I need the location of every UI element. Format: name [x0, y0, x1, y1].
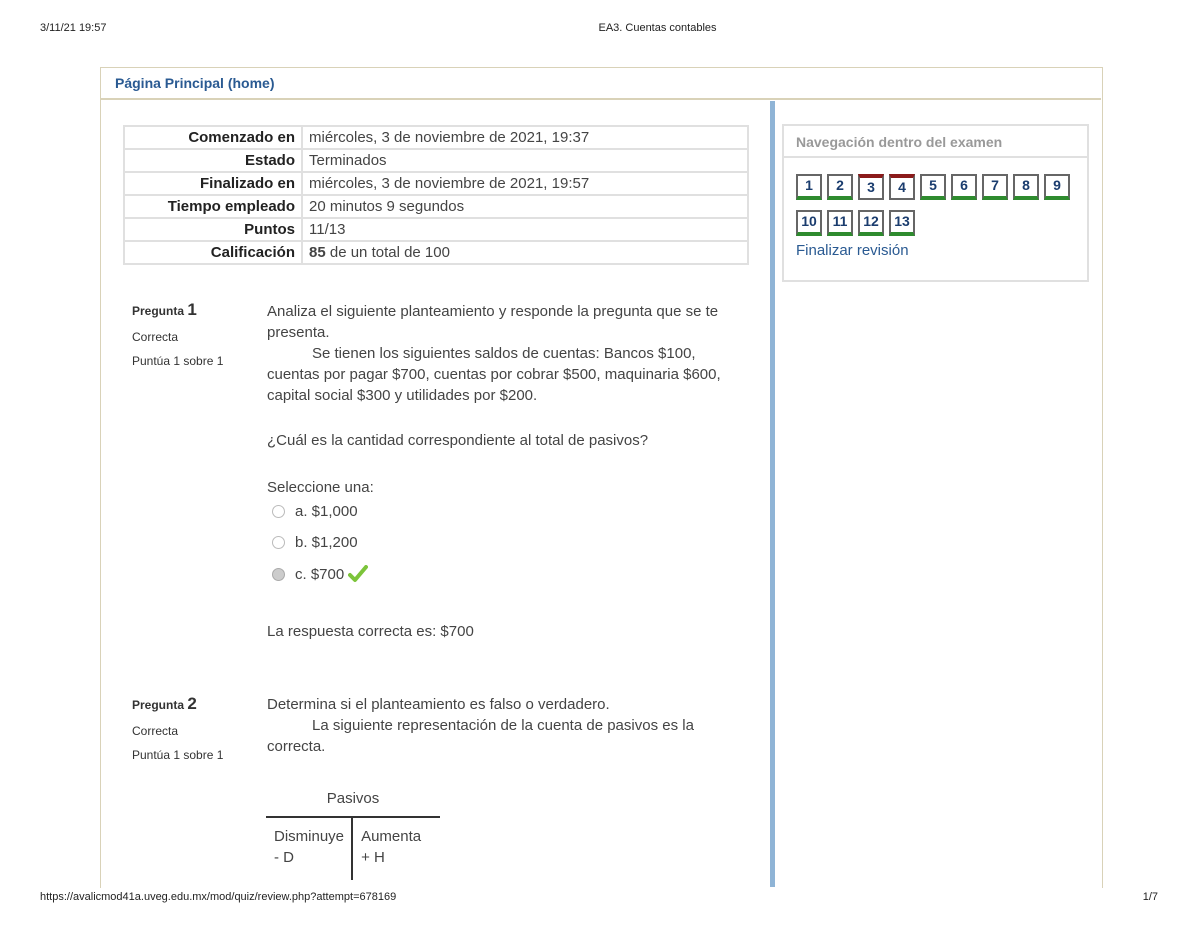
question-info [132, 694, 223, 772]
question-nav-button-8[interactable]: 8 [1013, 174, 1039, 200]
summary-value: 11/13 [302, 218, 748, 241]
grade-rest: de un total de 100 [329, 244, 450, 261]
question-nav-button-5[interactable]: 5 [920, 174, 946, 200]
question-info [132, 300, 223, 378]
summary-row [124, 218, 748, 241]
summary-value: miércoles, 3 de noviembre de 2021, 19:57 [302, 172, 748, 195]
grade-score: 85 [309, 244, 326, 261]
question-text [267, 301, 737, 406]
question-body-text: Se tienen los siguientes saldos de cuentas: Bancos $100, cuentas por pagar $700, cuentas por cobrar $500, maquinaria $600, capital social $300 y utilidades por $200. [267, 345, 721, 404]
question-label: Pregunta [132, 698, 185, 712]
summary-label: Comenzado en [124, 126, 302, 149]
question-text [267, 694, 737, 757]
quiz-navigation-block [782, 124, 1089, 282]
question-nav-button-7[interactable]: 7 [982, 174, 1008, 200]
question-nav-button-11[interactable]: 11 [827, 210, 853, 236]
summary-value: Terminados [302, 149, 748, 172]
answer-option-label: b. $1,200 [295, 534, 358, 551]
print-page-number: 1/7 [1142, 891, 1158, 903]
finish-review-link[interactable]: Finalizar revisión [796, 242, 909, 259]
summary-row [124, 149, 748, 172]
answer-option-label: c. $700 [295, 565, 345, 583]
grade-value [302, 241, 748, 264]
summary-label: Estado [124, 149, 302, 172]
home-link[interactable]: Página Principal (home) [115, 75, 275, 91]
quiz-navigation-title: Navegación dentro del examen [784, 126, 1087, 158]
attempt-summary-table [123, 125, 749, 265]
radio-button[interactable] [272, 505, 285, 518]
question-intro: Analiza el siguiente planteamiento y responde la pregunta que se te presenta. [267, 303, 719, 341]
t-account-left-label: Disminuye [274, 828, 345, 845]
question-body-text: La siguiente representación de la cuenta de pasivos es la correcta. [267, 717, 694, 755]
summary-value: 20 minutos 9 segundos [302, 195, 748, 218]
question-body [267, 715, 737, 757]
answer-feedback: La respuesta correcta es: $700 [267, 623, 474, 640]
question-nav-button-9[interactable]: 9 [1044, 174, 1070, 200]
question-nav-button-3[interactable]: 3 [858, 174, 884, 200]
summary-label: Calificación [124, 241, 302, 264]
question-nav-button-12[interactable]: 12 [858, 210, 884, 236]
question-intro: Determina si el planteamiento es falso o verdadero. [267, 696, 610, 713]
question-body [267, 343, 737, 406]
t-account-left-sign: - D [274, 849, 294, 866]
question-number-value: 2 [187, 694, 197, 713]
answer-option-label: a. $1,000 [295, 503, 358, 520]
summary-label: Puntos [124, 218, 302, 241]
question-prompt: ¿Cuál es la cantidad correspondiente al total de pasivos? [267, 432, 649, 449]
question-nav-button-4[interactable]: 4 [889, 174, 915, 200]
question-nav-button-10[interactable]: 10 [796, 210, 822, 236]
question-number [132, 300, 223, 320]
summary-row [124, 126, 748, 149]
navbar [101, 67, 1101, 100]
question-number [132, 694, 223, 714]
question-points: Puntúa 1 sobre 1 [132, 354, 224, 368]
radio-button[interactable] [272, 536, 285, 549]
question-nav-button-1[interactable]: 1 [796, 174, 822, 200]
answer-option[interactable] [272, 503, 358, 520]
print-url: https://avalicmod41a.uveg.edu.mx/mod/quiz/review.php?attempt=678169 [40, 891, 397, 903]
summary-row [124, 172, 748, 195]
summary-value: miércoles, 3 de noviembre de 2021, 19:37 [302, 126, 748, 149]
question-label: Pregunta [132, 304, 185, 318]
select-one-label: Seleccione una: [267, 479, 374, 496]
summary-label: Tiempo empleado [124, 195, 302, 218]
t-account-left [266, 818, 353, 880]
print-date: 3/11/21 19:57 [40, 22, 107, 34]
t-account-right [353, 818, 440, 880]
t-account-diagram [266, 788, 440, 880]
column-divider [770, 101, 775, 887]
question-nav-button-6[interactable]: 6 [951, 174, 977, 200]
question-points: Puntúa 1 sobre 1 [132, 748, 224, 762]
summary-row [124, 195, 748, 218]
correct-check-icon [348, 565, 368, 583]
radio-button-selected[interactable] [272, 568, 285, 581]
t-account-title: Pasivos [266, 788, 440, 818]
answer-option-selected[interactable] [272, 565, 368, 583]
question-status: Correcta [132, 724, 179, 738]
summary-row [124, 241, 748, 264]
t-account-right-label: Aumenta [361, 828, 422, 845]
summary-label: Finalizado en [124, 172, 302, 195]
question-nav-button-2[interactable]: 2 [827, 174, 853, 200]
question-nav-button-13[interactable]: 13 [889, 210, 915, 236]
t-account-right-sign: + H [361, 849, 385, 866]
question-number-value: 1 [187, 300, 197, 319]
answer-option[interactable] [272, 534, 358, 551]
question-status: Correcta [132, 330, 179, 344]
print-title: EA3. Cuentas contables [598, 22, 717, 34]
